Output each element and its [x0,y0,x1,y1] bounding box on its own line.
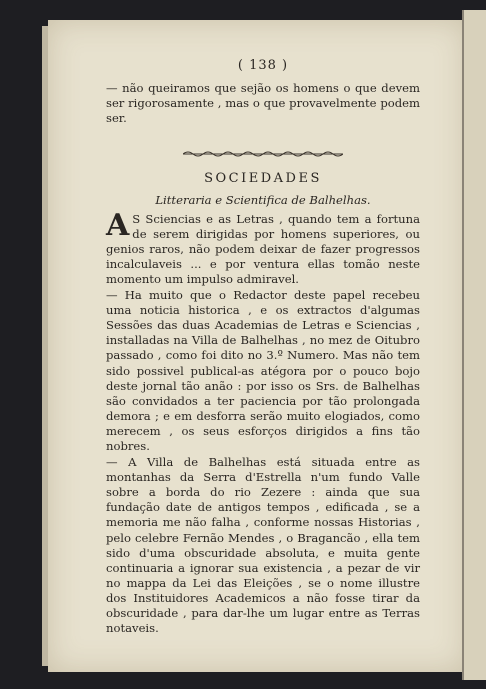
page-content [106,58,420,636]
page-number: ( 138 ) [237,58,289,73]
section-title: SOCIEDADES [204,171,322,187]
intro-text: S Sciencias e as Letras , quando tem a fortuna de serem dirigidas por homens superiores, ou genios raros, não podem deixar de fazer progressos incalculaveis ... e por ventura ellas tomão neste momento um impulso admiravel. [106,211,420,286]
section-subtitle: Litteraria e Scientifica de Balhelhas. [155,193,371,208]
paragraph-redactor: — Ha muito que o Redactor deste papel recebeu uma noticia historica , e os extractos d'algumas Sessões das duas Academias de Letras e Sciencias , installadas na Villa de Balhelhas , no mez de Oitubro passado , como foi dito no 3.º Numero. Mas não tem sido possivel publical-as atégora por o pouco bojo deste jornal tão anão : por isso os Srs. de Balhelhas são convidados a ter paciencia por tão prolongada demora ; e em desforra serão muito elogiados, como merecem , os seus esforços dirigidos a fins tão nobres. [106,288,420,453]
section-divider-ornament [106,150,420,158]
intro-paragraph [106,207,420,287]
next-page-edge [462,10,486,680]
paragraph-villa: — A Villa de Balhelhas está situada entre as montanhas da Serra d'Estrella n'um fundo Valle sobre a borda do rio Zezere : ainda que sua fundação date de antigos tempos , edificada , se a memoria me não falha , conforme nossas Historias , pelo celebre Fernão Mendes , o Bragancão , ella tem sido d'uma obscuridade absoluta, e muita gente continuaria a ignorar sua existencia , a pezar de vir no mappa da Lei das Eleições , se o nome illustre dos Instituidores Academicos a não fosse tirar da obscuridade , para dar-lhe um lugar entre as Terras notaveis. [106,455,420,636]
drop-cap: A [106,207,130,243]
continuation-paragraph: — não queiramos que sejão os homens o que devem ser rigorosamente , mas o que provavelmente podem ser. [106,81,420,126]
